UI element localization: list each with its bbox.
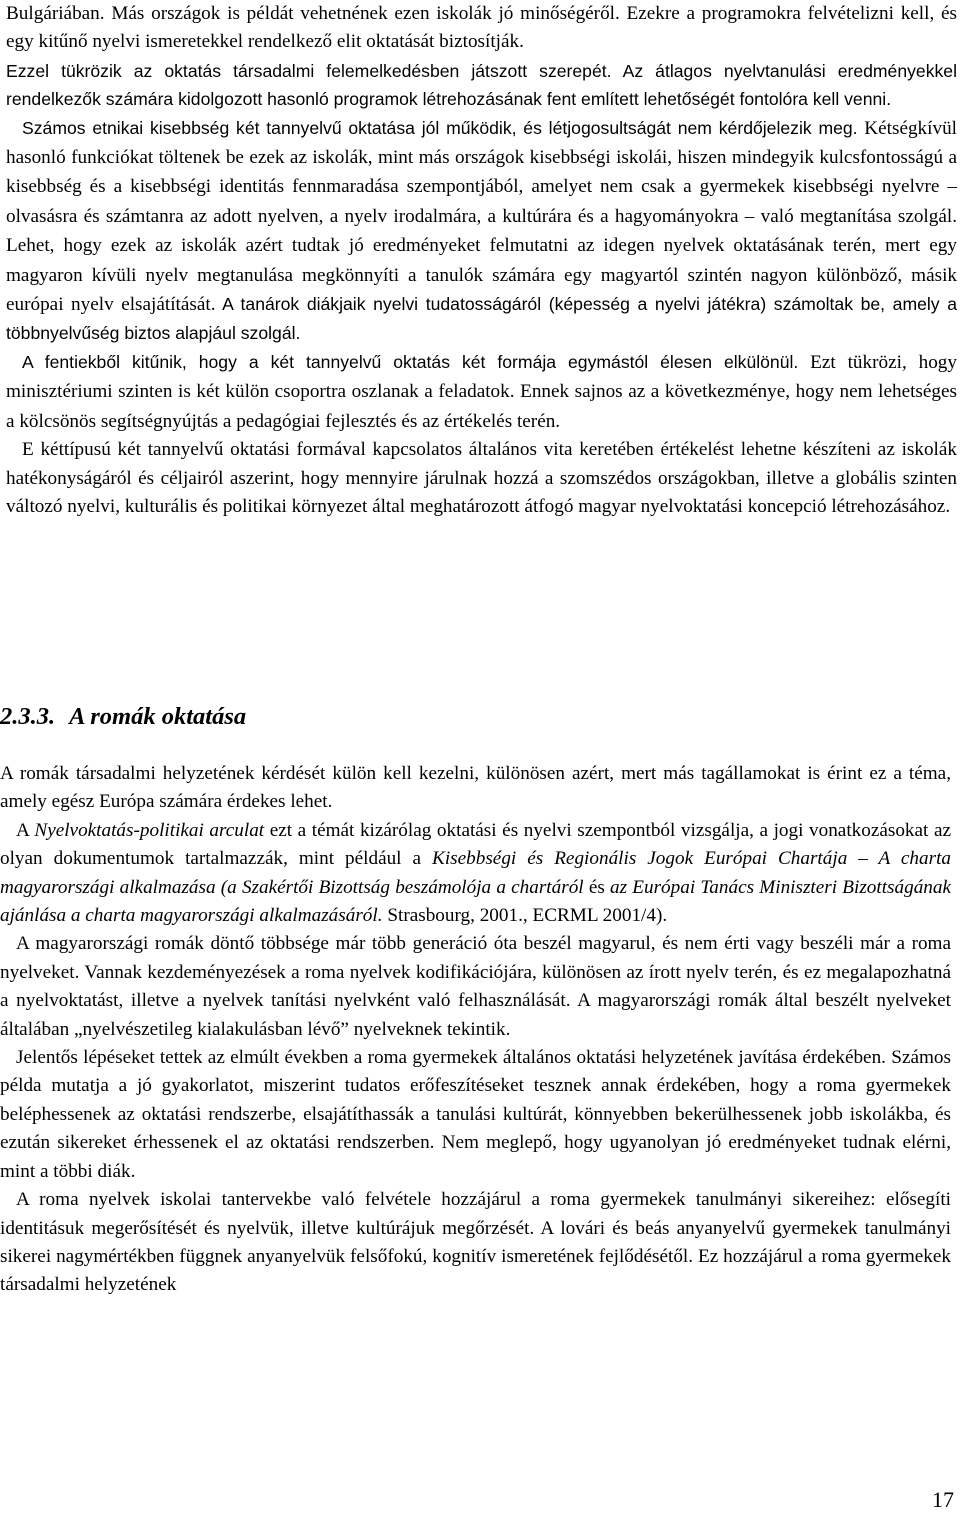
text-p2-c: és — [583, 876, 611, 898]
text-sans-d: A fentiekből kitűnik, hogy a két tannyelvű oktatás két formája egymástól élesen elkülönül. — [22, 351, 799, 372]
text-serif-continuation: Kétségkívül hasonló funkciókat töltenek be ezek az iskolák, mint más országok kisebbségi iskolái, hiszen mindegyik kulcsfontosságú a kisebbség és a kisebbségi identitás fennmaradása szempontjából, amelyet nem csak a gyermekek kisebbségi nyelvre – olvasásra és számtanra az adott nyelven, a nyelv irodalmára, a kultúrára és a hagyományokra – való megtanítása szolgál. Lehet, hogy ezek az iskolák azért tudtak jó eredményeket felmutatni az idegen nyelvek oktatásának terén, mert egy magyaron kívüli nyelv megtanulása megkönnyíti a tanulók számára egy magyartól szintén nagyon különböző, másik európai nyelv elsajátítását. — [6, 117, 957, 316]
paragraph-two-forms — [6, 348, 957, 436]
text-p2-italic-3: az Európai Tanács Miniszteri Bizottságának ajánlása a charta magyarországi alkalmazásáról. — [0, 876, 951, 927]
text-p2-d: Strasbourg, 2001., ECRML 2001/4). — [382, 905, 668, 927]
paragraph-roma-5: A roma nyelvek iskolai tantervekbe való felvétele hozzájárul a roma gyermekek tanulmányi sikereihez: elősegíti identitásuk megerősítését és nyelvük, illetve kultúrájuk megőrzését. A lovári és beás anyanyelvű gyermekek tanulmányi sikerei nagymértékben függnek anyanyelvük felsőfokú, kognitív ismeretének fejlődésétől. Ez hozzájárul a roma gyermekek társadalmi helyzetének — [0, 1189, 951, 1296]
page-number: 17 — [932, 1487, 954, 1512]
document-page — [6, 0, 957, 521]
paragraph-sans-a: Ezzel tükrözik az oktatás társadalmi felemelkedésben játszott szerepét. Az átlagos nyelvtanulási eredményekkel rendelkezők számára kidolgozott hasonló programok létrehozásának fent említett lehetőségét fontolóra kell venni. — [6, 60, 957, 110]
section-roma — [0, 760, 951, 1300]
paragraph-evaluation: E kéttípusú két tannyelvű oktatási formával kapcsolatos általános vita keretében értékelést lehetne készíteni az iskolák hatékonyságáról és céljairól aszerint, hogy mennyire járulnak hozzá a szomszédos országokban, illetve a globális szinten változó nyelvi, kulturális és politikai környezet által meghatározott átfogó magyar nyelvoktatási koncepció létrehozásához. — [6, 439, 957, 517]
text-p2-a: A — [16, 819, 35, 841]
text-sans-c: A tanárok diákjaik nyelvi tudatosságáról (képesség a nyelvi játékra) számoltak be, amely a többnyelvűség biztos alapjául szolgál. — [6, 294, 957, 344]
paragraph-roma-2 — [0, 817, 951, 931]
text-p2-b: ezt a témát kizárólag oktatási és nyelvi szempontból vizsgálja, a jogi vonatkozásokat az olyan dokumentumok tartalmazzák, mint például a — [0, 819, 951, 870]
paragraph-roma-3: A magyarországi romák döntő többsége már több generáció óta beszél magyarul, és nem érti vagy beszéli már a roma nyelveket. Vannak kezdeményezések a roma nyelvek kodifikációjára, különösen az írott nyelv terén, és ez megalapozhatná a nyelvoktatást, illetve a nyelvek tanítási nyelvként való felhasználását. A magyarországi romák által beszélt nyelveket általában „nyelvészetileg kialakulásban lévő” nyelveknek tekintik. — [0, 933, 951, 1040]
paragraph-roma-1: A romák társadalmi helyzetének kérdését külön kell kezelni, különösen azért, mert más tagállamokat is érint ez a téma, amely egész Európa számára érdekes lehet. — [0, 763, 951, 813]
text-p2-italic-1: Nyelvoktatás-politikai arculat — [34, 819, 265, 841]
section-number: 2.3.3. — [0, 703, 56, 730]
text-serif-e: Ezt tükrözi, hogy minisztériumi szinten is két külön csoportra oszlanak a feladatok. Ennek sajnos az a következménye, hogy nem lehetséges a kölcsönös segítségnyújtás a pedagógiai fejlesztés és az értékelés terén. — [6, 351, 957, 432]
section-title: A romák oktatása — [69, 703, 247, 730]
text-sans-b: Számos etnikai kisebbség két tannyelvű oktatása jól működik, és létjogosultságát nem kérdőjelezik meg. — [22, 117, 858, 138]
text-p2-italic-2: Kisebbségi és Regionális Jogok Európai Chartája – A charta magyarországi alkalmazása (a Szakértői Bizottság beszámolója a chartáról — [0, 848, 951, 898]
paragraph-roma-4: Jelentős lépéseket tettek az elmúlt években a roma gyermekek általános oktatási helyzetének javítása érdekében. Számos példa mutatja a jó gyakorlatot, miszerint tudatos erőfeszítéseket tesznek annak érdekében, hogy a roma gyermekek beléphessenek az oktatási rendszerbe, elsajátíthassák a tanulási kultúrát, könnyebben bekerülhessenek jobb iskolákba, és ezután sikereket érhessenek el az oktatási rendszerben. Nem meglepő, hogy ugyanolyan jó eredményeket tudnak elérni, mint a többi diák. — [0, 1047, 951, 1182]
section-heading — [0, 703, 246, 731]
paragraph-mixed — [6, 114, 957, 348]
paragraph-intro: Bulgáriában. Más országok is példát vehetnének ezen iskolák jó minőségéről. Ezekre a programokra felvételizni kell, és egy kitűnő nyelvi ismeretekkel rendelkező elit oktatását biztosítják. — [6, 3, 957, 53]
